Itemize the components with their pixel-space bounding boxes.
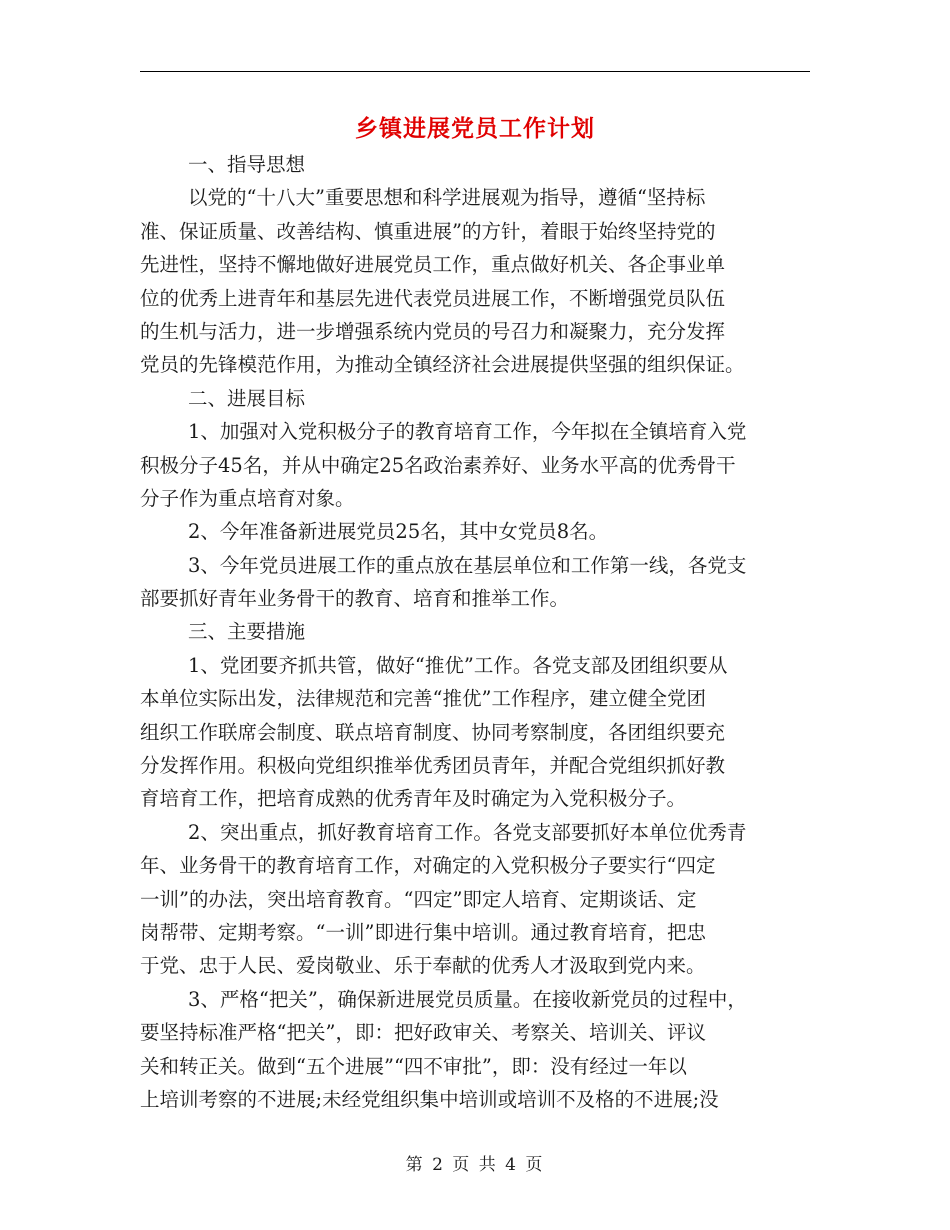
text-line: 准、保证质量、改善结构、慎重进展”的方针，着眼于始终坚持党的 [140,219,716,243]
text-line: 3、今年党员进展工作的重点放在基层单位和工作第一线，各党支 [188,553,747,577]
text-line: 要坚持标准严格“把关”，即：把好政审关、考察关、培训关、评议 [140,1021,706,1045]
text-line: 于党、忠于人民、爱岗敬业、乐于奉献的优秀人才汲取到党内来。 [140,954,706,978]
header-rule [140,71,810,72]
text-line: 位的优秀上进青年和基层先进代表党员进展工作，不断增强党员队伍 [140,286,726,310]
text-line: 2、今年准备新进展党员25名，其中女党员8名。 [188,520,609,544]
text-line: 3、严格“把关”，确保新进展党员质量。在接收新党员的过程中， [188,987,747,1011]
text-line: 一训”的办法，突出培育教育。“四定”即定人培育、定期谈话、定 [140,887,697,911]
text-line: 本单位实际出发，法律规范和完善“推优”工作程序，建立健全党团 [140,687,706,711]
text-line: 积极分子45名，并从中确定25名政治素养好、业务水平高的优秀骨干 [140,453,736,477]
text-line: 关和转正关。做到“五个进展”“四不审批”，即：没有经过一年以 [140,1054,687,1078]
text-line: 上培训考察的不进展;未经党组织集中培训或培训不及格的不进展;没 [140,1087,719,1111]
document-body [140,148,812,1116]
page-number: 第 2 页 共 4 页 [405,1155,545,1175]
text-line: 组织工作联席会制度、联点培育制度、协同考察制度，各团组织要充 [140,720,726,744]
text-line: 分发挥作用。积极向党组织推举优秀团员青年，并配合党组织抓好教 [140,754,726,778]
text-line: 1、加强对入党积极分子的教育培育工作，今年拟在全镇培育入党 [188,420,747,444]
text-line: 的生机与活力，进一步增强系统内党员的号召力和凝聚力，充分发挥 [140,319,726,343]
text-line: 部要抓好青年业务骨干的教育、培育和推举工作。 [140,587,570,611]
text-line: 年、业务骨干的教育培育工作，对确定的入党积极分子要实行“四定 [140,854,716,878]
document-title: 乡镇进展党员工作计划 [355,116,595,142]
text-line: 育培育工作，把培育成熟的优秀青年及时确定为入党积极分子。 [140,787,687,811]
text-line: 以党的“十八大”重要思想和科学进展观为指导，遵循“坚持标 [188,186,706,210]
text-line: 党员的先锋模范作用，为推动全镇经济社会进展提供坚强的组织保证。 [140,353,745,377]
text-line: 分子作为重点培育对象。 [140,486,355,510]
text-line: 岗帮带、定期考察。“一训”即进行集中培训。通过教育培育，把忠 [140,920,706,944]
text-line: 先进性，坚持不懈地做好进展党员工作，重点做好机关、各企事业单 [140,253,726,277]
text-line: 三、主要措施 [188,620,306,644]
text-line: 1、党团要齐抓共管，做好“推优”工作。各党支部及团组织要从 [188,653,728,677]
text-line: 2、突出重点，抓好教育培育工作。各党支部要抓好本单位优秀青 [188,820,747,844]
text-line: 一、指导思想 [188,153,306,176]
text-line: 二、进展目标 [188,386,306,410]
